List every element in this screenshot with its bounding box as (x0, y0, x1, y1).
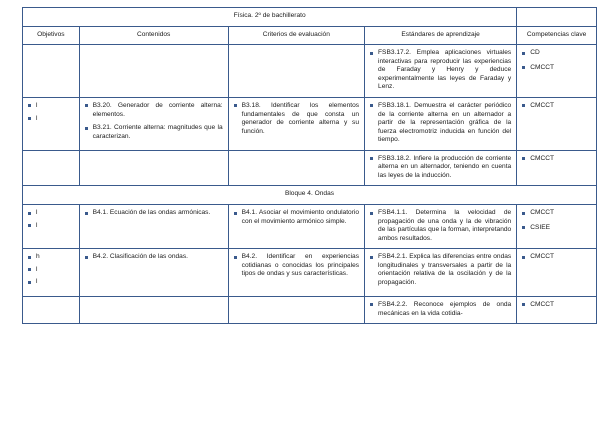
list-item: l (28, 115, 74, 124)
list-item: B3.18. Identificar los elementos fundamentales de que consta un generador de corriente alterna y su función. (234, 102, 359, 136)
table-row (23, 296, 597, 323)
cell-objetivos (23, 150, 80, 186)
cell-criterios (228, 205, 364, 249)
cell-contenidos (79, 296, 228, 323)
table-title-row (23, 8, 597, 27)
list-item: B4.2. Clasificación de las ondas. (85, 253, 223, 262)
cell-competencias (517, 150, 597, 186)
cell-competencias (517, 296, 597, 323)
list-item: CMCCT (522, 209, 591, 218)
list-item: CMCCT (522, 102, 591, 111)
table-row (23, 150, 597, 186)
cell-estandares (365, 150, 517, 186)
cell-objetivos (23, 205, 80, 249)
cell-estandares (365, 249, 517, 297)
title-row-spacer (517, 8, 597, 27)
cell-estandares (365, 97, 517, 150)
list-item: CMCCT (522, 64, 591, 73)
column-header-estandares: Estándares de aprendizaje (365, 26, 517, 45)
table-row (23, 249, 597, 297)
list-item: CSIEE (522, 224, 591, 233)
section-title-row (23, 186, 597, 205)
list-item: CMCCT (522, 155, 591, 164)
cell-contenidos (79, 249, 228, 297)
list-item: FSB3.17.2. Emplea aplicaciones virtuales interactivas para reproducir las experiencias de Faraday y Henry y deduce experimentalmente las leyes de Faraday y Lenz. (370, 49, 511, 92)
table-row (23, 45, 597, 98)
cell-competencias (517, 97, 597, 150)
list-item: l (28, 222, 74, 231)
table-row (23, 97, 597, 150)
curriculum-table (22, 7, 597, 324)
list-item: FSB4.2.1. Explica las diferencias entre ondas longitudinales y transversales a partir de la orientación relativa de la oscilación y de la propagación. (370, 253, 511, 287)
cell-criterios (228, 249, 364, 297)
list-item: FSB3.18.1. Demuestra el carácter periódico de la corriente alterna en un alternador a partir de la representación gráfica de la fuerza electromotriz inducida en función del tiempo. (370, 102, 511, 145)
cell-objetivos (23, 296, 80, 323)
cell-competencias (517, 45, 597, 98)
list-item: CMCCT (522, 301, 591, 310)
list-item: CD (522, 49, 591, 58)
cell-criterios (228, 97, 364, 150)
table-row (23, 205, 597, 249)
cell-estandares (365, 45, 517, 98)
list-item: l (28, 209, 74, 218)
list-item: l (28, 102, 74, 111)
cell-contenidos (79, 45, 228, 98)
list-item: B4.2. Identificar en experiencias cotidianas o conocidas los principales tipos de ondas y sus características. (234, 253, 359, 279)
list-item: FSB4.2.2. Reconoce ejemplos de onda mecánicas en la vida cotidia- (370, 301, 511, 318)
column-header-contenidos: Contenidos (79, 26, 228, 45)
table-header-row (23, 26, 597, 45)
list-item: B4.1. Ecuación de las ondas armónicas. (85, 209, 223, 218)
cell-competencias (517, 249, 597, 297)
cell-contenidos (79, 97, 228, 150)
section-title: Bloque 4. Ondas (23, 186, 597, 205)
list-item: B3.20. Generador de corriente alterna: elementos. (85, 102, 223, 119)
cell-contenidos (79, 150, 228, 186)
cell-estandares (365, 296, 517, 323)
cell-criterios (228, 45, 364, 98)
cell-criterios (228, 296, 364, 323)
list-item: B4.1. Asociar el movimiento ondulatorio con el movimiento armónico simple. (234, 209, 359, 226)
cell-objetivos (23, 249, 80, 297)
cell-competencias (517, 205, 597, 249)
cell-estandares (365, 205, 517, 249)
list-item: FSB4.1.1. Determina la velocidad de propagación de una onda y la de vibración de las partículas que la forman, interpretando ambos resultados. (370, 209, 511, 243)
document-title: Física. 2º de bachillerato (23, 8, 517, 27)
list-item: FSB3.18.2. Infiere la producción de corriente alterna en un alternador, teniendo en cuenta las leyes de la inducción. (370, 155, 511, 181)
list-item: l (28, 278, 74, 287)
cell-objetivos (23, 97, 80, 150)
list-item: CMCCT (522, 253, 591, 262)
column-header-objetivos: Objetivos (23, 26, 80, 45)
cell-contenidos (79, 205, 228, 249)
column-header-competencias: Competencias clave (517, 26, 597, 45)
column-header-criterios: Criterios de evaluación (228, 26, 364, 45)
list-item: B3.21. Corriente alterna: magnitudes que la caracterizan. (85, 124, 223, 141)
list-item: l (28, 266, 74, 275)
list-item: h (28, 253, 74, 262)
cell-objetivos (23, 45, 80, 98)
cell-criterios (228, 150, 364, 186)
